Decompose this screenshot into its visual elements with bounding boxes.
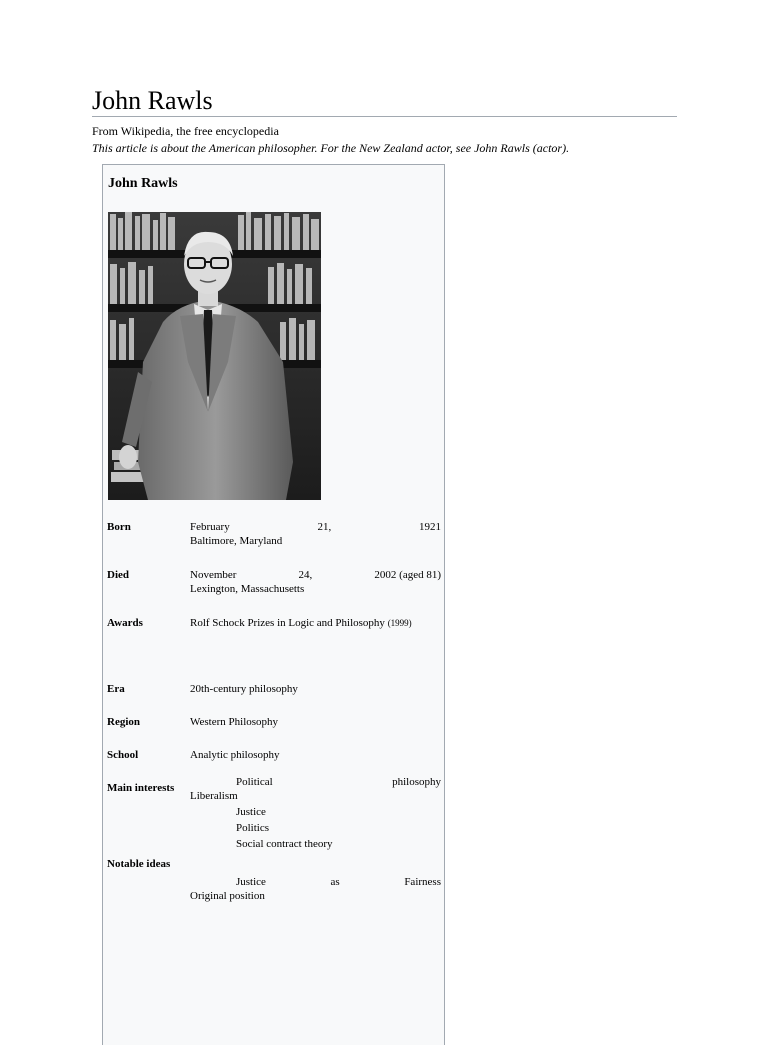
label-era: Era [107,683,125,695]
label-school: School [107,749,139,761]
title-divider [92,116,677,117]
label-notable-ideas: Notable ideas [107,858,171,870]
value-main-interests [190,775,441,851]
list-item[interactable]: Original position [190,890,265,902]
list-item[interactable]: philosophy [392,776,441,788]
award-link[interactable]: Rolf Schock Prizes in Logic and Philosophy [190,617,385,629]
list-item[interactable]: Fairness [404,876,441,888]
value-era[interactable]: 20th-century philosophy [190,683,298,695]
list-item[interactable]: Justice [236,876,266,888]
label-born: Born [107,521,131,533]
list-item[interactable]: Political [236,776,273,788]
hatnote[interactable]: This article is about the American philosopher. For the New Zealand actor, see John Rawls (actor). [92,141,570,155]
label-region: Region [107,716,140,728]
value-region[interactable]: Western Philosophy [190,716,279,728]
deathplace[interactable]: Lexington, Massachusetts [190,583,305,595]
portrait-photo[interactable] [108,212,321,500]
value-born: February 21, 1921 Baltimore, Maryland [190,521,441,547]
page-title: John Rawls [92,86,213,115]
birthplace[interactable]: Baltimore, Maryland [190,535,283,547]
label-awards: Awards [107,617,143,629]
list-item[interactable]: Justice [236,806,266,818]
label-died: Died [107,569,129,581]
value-school[interactable]: Analytic philosophy [190,749,280,761]
value-notable-ideas [190,875,441,903]
value-awards [190,616,441,630]
infobox [102,164,445,1045]
label-main-interests: Main interests [107,782,175,794]
award-year: (1999) [387,618,412,628]
list-item[interactable]: Social contract theory [236,838,333,850]
infobox-title: John Rawls [108,176,178,191]
site-subtitle: From Wikipedia, the free encyclopedia [92,124,279,138]
list-item[interactable]: Politics [236,822,270,834]
value-died: November 24, 2002 (aged 81) Lexington, Massachusetts [190,569,441,595]
list-item[interactable]: Liberalism [190,790,238,802]
list-item[interactable]: as [330,876,340,888]
